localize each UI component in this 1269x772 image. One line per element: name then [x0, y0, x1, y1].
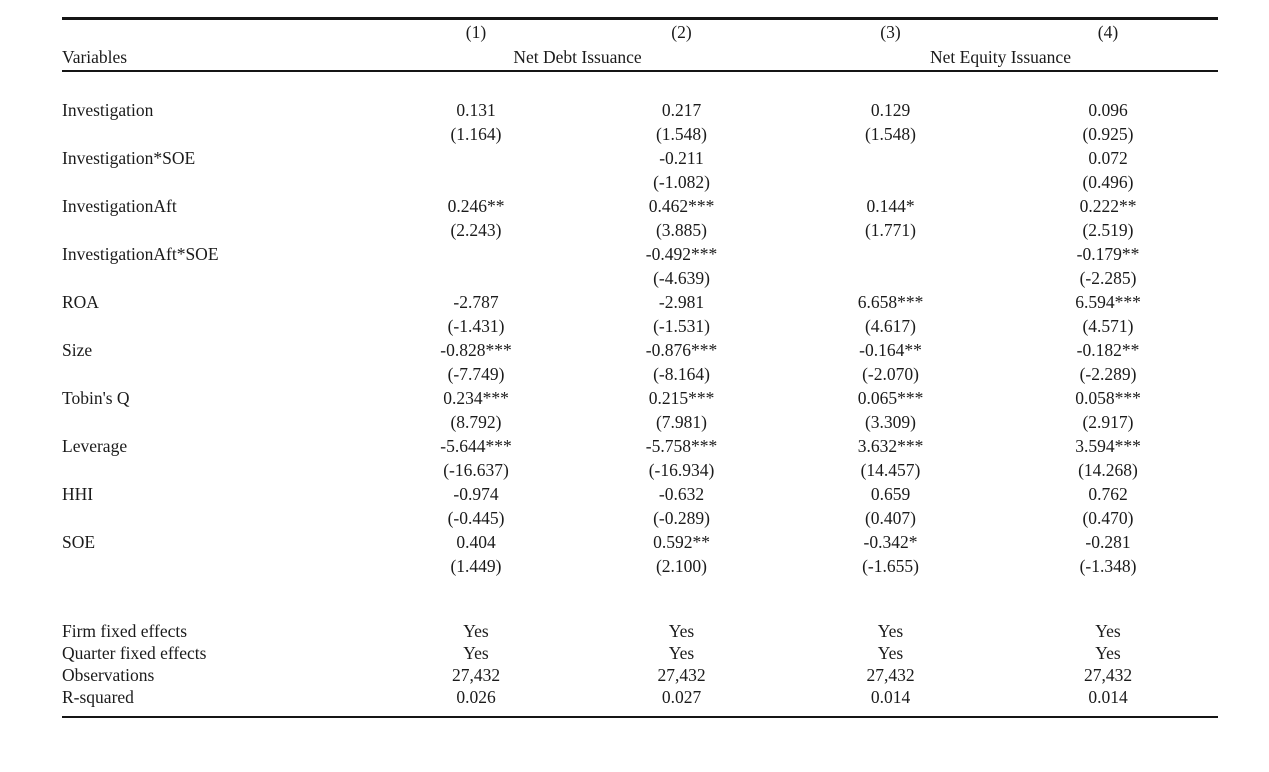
tstat-cell [372, 170, 580, 194]
summary-value: Yes [1095, 643, 1121, 663]
summary-value: Yes [877, 643, 904, 663]
coef-row [62, 386, 1218, 410]
tstat-cell: (-1.082) [653, 172, 710, 192]
tstat-cell: (3.309) [864, 412, 917, 432]
tstat-cell: (3.885) [655, 220, 708, 240]
coef-cell: 0.144* [866, 196, 915, 216]
model-number: (3) [880, 22, 901, 42]
summary-value: 27,432 [657, 665, 706, 685]
summary-value: Yes [668, 643, 695, 663]
tstat-cell: (1.164) [450, 124, 502, 144]
tstat-cell: (2.917) [1082, 412, 1134, 432]
tstat-row [62, 362, 1218, 386]
tstat-cell: (-2.289) [1079, 364, 1137, 384]
empty-header-cell [62, 19, 372, 46]
tstat-row [62, 458, 1218, 482]
coef-cell [372, 146, 580, 170]
summary-value: 27,432 [451, 665, 501, 685]
coef-cell: 3.632*** [857, 436, 924, 456]
summary-value: 27,432 [1083, 665, 1133, 685]
variable-label: Investigation*SOE [62, 148, 196, 168]
tstat-cell: (-16.637) [443, 460, 509, 480]
tstat-cell [783, 266, 998, 290]
coef-row [62, 482, 1218, 506]
coef-cell [783, 242, 998, 266]
summary-value: 0.014 [870, 687, 911, 707]
model-number: (4) [1097, 22, 1119, 42]
coef-row [62, 338, 1218, 362]
summary-value: Yes [1095, 621, 1121, 641]
coef-cell: 0.246** [447, 196, 505, 216]
coef-cell: 0.234*** [443, 388, 509, 408]
empty-label-cell [62, 554, 372, 578]
summary-value: 0.014 [1088, 687, 1128, 707]
tstat-row [62, 506, 1218, 530]
coef-cell: -0.164** [859, 340, 922, 360]
coef-cell: 0.129 [870, 100, 911, 120]
summary-value: 0.026 [456, 687, 496, 707]
variable-label: SOE [62, 532, 96, 552]
empty-label-cell [62, 170, 372, 194]
variable-label: InvestigationAft*SOE [62, 244, 219, 264]
variable-label: ROA [62, 292, 99, 312]
summary-label: Quarter fixed effects [62, 643, 207, 663]
coef-cell: -5.758*** [645, 436, 718, 456]
spacer-row [62, 71, 1218, 98]
coef-cell: -0.342* [863, 532, 918, 552]
coef-cell: 6.594*** [1075, 292, 1141, 312]
tstat-cell: (2.243) [450, 220, 502, 240]
dependent-variable-row [62, 45, 1218, 71]
summary-row [62, 664, 1218, 686]
coef-cell: -0.182** [1076, 340, 1140, 360]
tstat-cell: (2.100) [655, 556, 708, 576]
tstat-cell: (-2.070) [862, 364, 919, 384]
tstat-cell: (1.548) [864, 124, 917, 144]
tstat-row [62, 410, 1218, 434]
coef-row [62, 98, 1218, 122]
tstat-cell: (-2.285) [1079, 268, 1137, 288]
summary-value: Yes [877, 621, 904, 641]
coef-cell: 0.131 [456, 100, 496, 120]
variables-header: Variables [62, 45, 372, 71]
empty-label-cell [62, 410, 372, 434]
tstat-cell: (2.519) [1082, 220, 1134, 240]
coef-cell: -0.211 [659, 148, 704, 168]
model-number-row [62, 19, 1218, 46]
summary-label: Observations [62, 665, 155, 685]
tstat-cell: (0.470) [1082, 508, 1134, 528]
coef-cell: 0.659 [870, 484, 911, 504]
column-group-label: Net Debt Issuance [372, 45, 783, 71]
tstat-cell: (0.496) [1082, 172, 1134, 192]
coef-cell: -0.974 [453, 484, 499, 504]
tstat-cell: (-0.445) [447, 508, 505, 528]
tstat-cell: (0.925) [1082, 124, 1134, 144]
tstat-cell: (-4.639) [653, 268, 710, 288]
coef-cell: 0.762 [1088, 484, 1128, 504]
tstat-cell: (-0.289) [653, 508, 710, 528]
variable-label: InvestigationAft [62, 196, 177, 216]
tstat-cell: (1.449) [450, 556, 502, 576]
coef-cell: -0.632 [658, 484, 705, 504]
tstat-cell: (-1.655) [862, 556, 919, 576]
tstat-cell: (-1.348) [1079, 556, 1137, 576]
variable-label: Tobin's Q [62, 388, 130, 408]
tstat-row [62, 314, 1218, 338]
tstat-cell [372, 266, 580, 290]
coef-cell: -2.787 [453, 292, 499, 312]
coef-cell: -0.876*** [645, 340, 718, 360]
coef-row [62, 434, 1218, 458]
coef-cell: 0.217 [661, 100, 702, 120]
tstat-row [62, 266, 1218, 290]
regression-table-container [62, 17, 1218, 718]
coef-cell: 0.058*** [1075, 388, 1141, 408]
tstat-cell [783, 170, 998, 194]
tstat-cell: (8.792) [450, 412, 502, 432]
model-number: (2) [671, 22, 692, 42]
coef-cell: 3.594*** [1075, 436, 1141, 456]
regression-table [62, 17, 1218, 718]
tstat-cell: (-16.934) [648, 460, 715, 480]
tstat-cell: (7.981) [655, 412, 708, 432]
coef-cell: -5.644*** [440, 436, 512, 456]
coef-cell: 0.592** [653, 532, 710, 552]
coef-cell [783, 146, 998, 170]
empty-label-cell [62, 458, 372, 482]
summary-row [62, 620, 1218, 642]
coef-cell: 0.222** [1079, 196, 1137, 216]
coef-cell: 0.215*** [648, 388, 715, 408]
empty-label-cell [62, 506, 372, 530]
coef-cell: 6.658*** [857, 292, 924, 312]
coef-cell: -0.281 [1085, 532, 1131, 552]
coef-row [62, 290, 1218, 314]
coef-cell: -0.828*** [440, 340, 512, 360]
column-group-label: Net Equity Issuance [783, 45, 1218, 71]
tstat-cell: (1.548) [655, 124, 708, 144]
variable-label: HHI [62, 484, 94, 504]
empty-label-cell [62, 266, 372, 290]
coef-row [62, 146, 1218, 170]
summary-value: Yes [463, 643, 489, 663]
variable-label: Investigation [62, 100, 154, 120]
summary-row [62, 642, 1218, 664]
coef-cell: 0.096 [1088, 100, 1128, 120]
empty-label-cell [62, 122, 372, 146]
tstat-row [62, 218, 1218, 242]
tstat-cell: (-1.431) [447, 316, 505, 336]
spacer-row [62, 578, 1218, 620]
tstat-cell: (4.617) [864, 316, 917, 336]
tstat-row [62, 554, 1218, 578]
empty-label-cell [62, 218, 372, 242]
summary-value: 0.027 [661, 687, 702, 707]
tstat-cell: (-1.531) [653, 316, 710, 336]
tstat-row [62, 122, 1218, 146]
model-number: (1) [465, 22, 487, 42]
empty-label-cell [62, 362, 372, 386]
coef-cell: -0.179** [1076, 244, 1140, 264]
coef-cell: 0.065*** [857, 388, 924, 408]
spacer-row [62, 708, 1218, 717]
coef-cell: 0.404 [456, 532, 496, 552]
summary-label: Firm fixed effects [62, 621, 188, 641]
summary-value: Yes [463, 621, 489, 641]
tstat-cell: (-8.164) [653, 364, 710, 384]
variable-label: Size [62, 340, 93, 360]
tstat-cell: (0.407) [864, 508, 917, 528]
coef-cell: 0.072 [1088, 148, 1128, 168]
coef-row [62, 194, 1218, 218]
tstat-cell: (4.571) [1082, 316, 1134, 336]
empty-label-cell [62, 314, 372, 338]
coef-cell: 0.462*** [648, 196, 715, 216]
tstat-cell: (14.457) [860, 460, 921, 480]
coef-cell [372, 242, 580, 266]
summary-row [62, 686, 1218, 708]
tstat-row [62, 170, 1218, 194]
coef-row [62, 242, 1218, 266]
tstat-cell: (-7.749) [447, 364, 505, 384]
coef-cell: -0.492*** [645, 244, 718, 264]
tstat-cell: (1.771) [864, 220, 917, 240]
tstat-cell: (14.268) [1078, 460, 1138, 480]
variable-label: Leverage [62, 436, 128, 456]
coef-row [62, 530, 1218, 554]
summary-value: 27,432 [866, 665, 915, 685]
summary-value: Yes [668, 621, 695, 641]
summary-label: R-squared [62, 687, 134, 707]
coef-cell: -2.981 [658, 292, 705, 312]
